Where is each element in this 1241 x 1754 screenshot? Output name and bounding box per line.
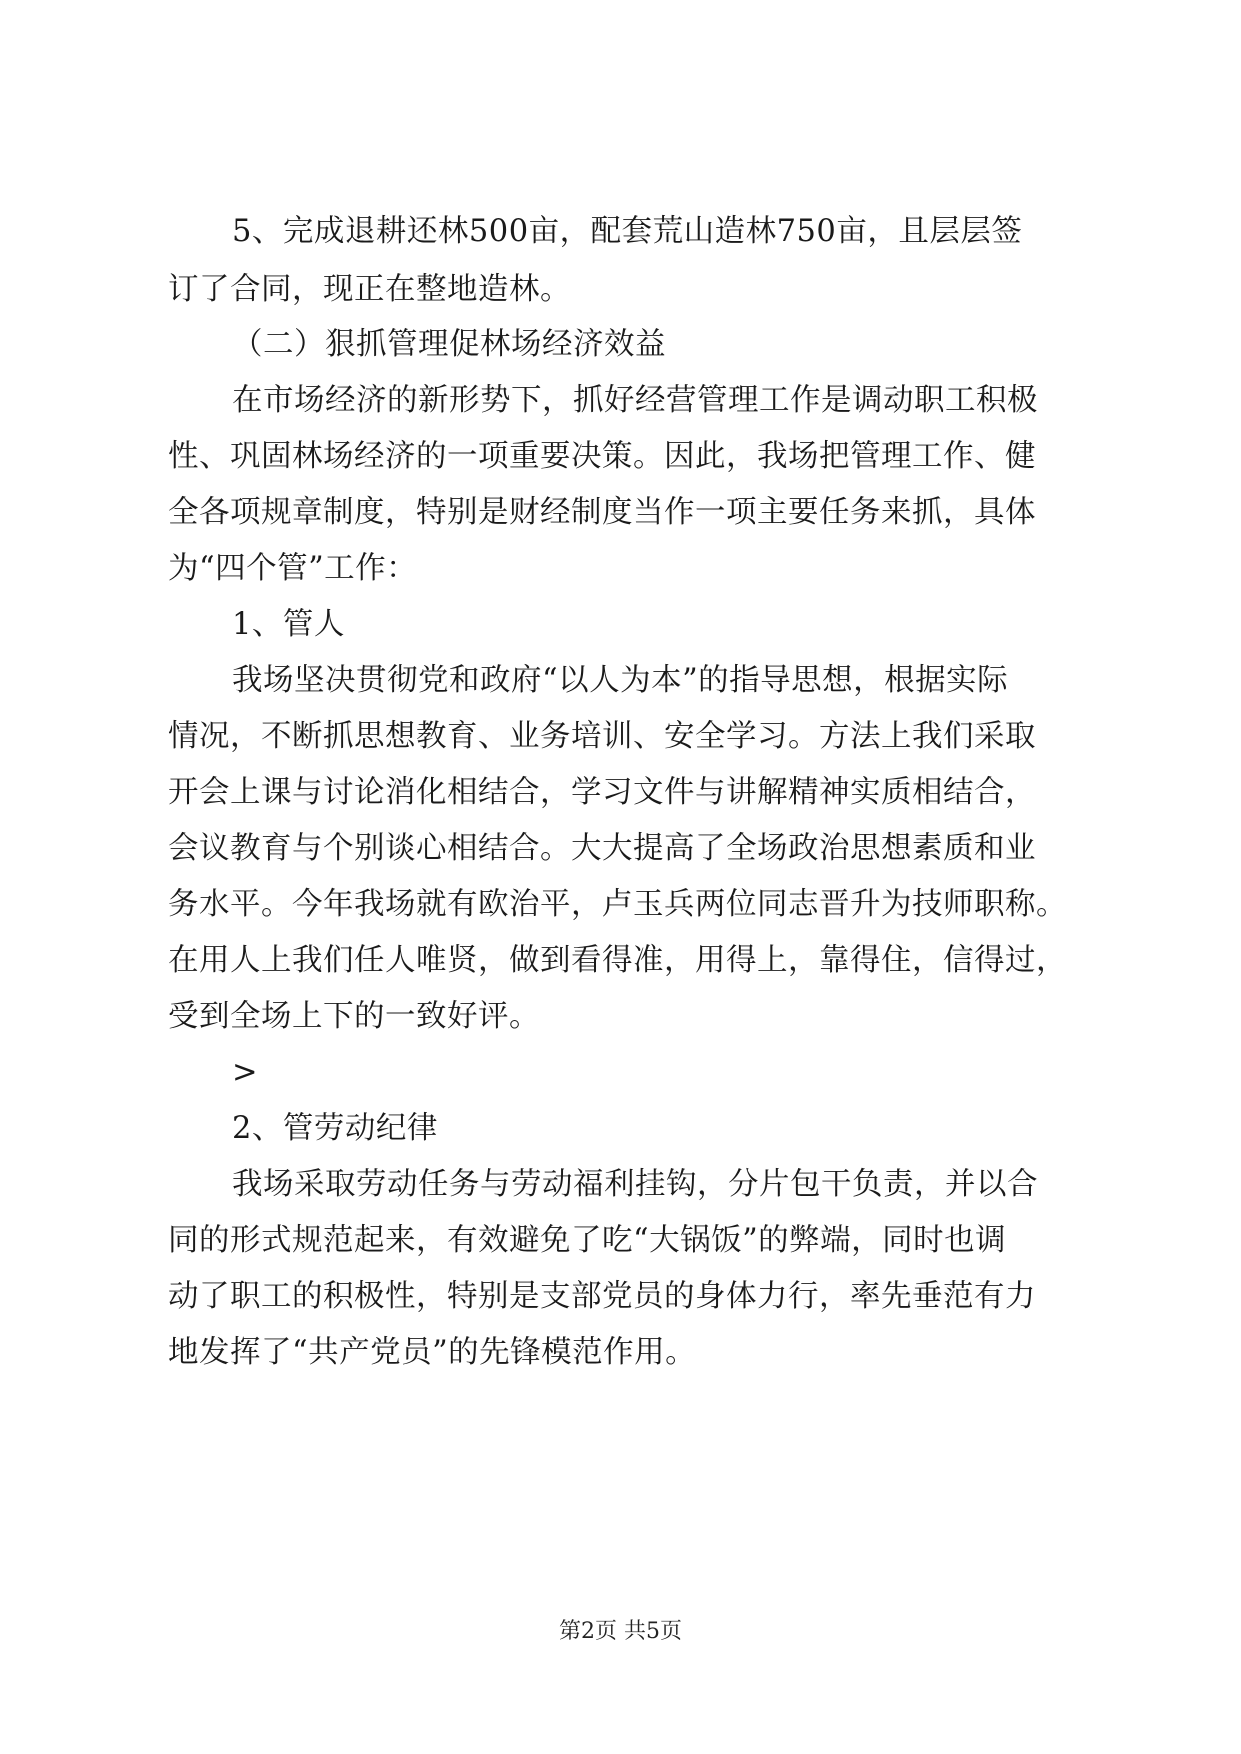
paragraph-line: 动了职工的积极性，特别是支部党员的身体力行，率先垂范有力 <box>168 1279 1036 1314</box>
page-footer: 第2页 共5页 <box>559 1619 682 1644</box>
paragraph-line: 为“四个管”工作： <box>168 551 418 586</box>
section-heading: （二）狠抓管理促林场经济效益 <box>232 327 666 362</box>
paragraph-line: 务水平。今年我场就有欧治平，卢玉兵两位同志晋升为技师职称。 <box>168 887 1067 922</box>
paragraph-line: 订了合同，现正在整地造林。 <box>168 272 571 307</box>
subsection-heading: 2、管劳动纪律 <box>232 1111 438 1146</box>
paragraph-line: 情况，不断抓思想教育、业务培训、安全学习。方法上我们采取 <box>168 719 1036 754</box>
stray-marker: > <box>232 1055 259 1090</box>
paragraph-line: 地发挥了“共产党员”的先锋模范作用。 <box>168 1335 697 1370</box>
paragraph-line: 我场坚决贯彻党和政府“以人为本”的指导思想，根据实际 <box>232 663 1009 698</box>
paragraph-line: 性、巩固林场经济的一项重要决策。因此，我场把管理工作、健 <box>168 439 1036 474</box>
paragraph-line: 同的形式规范起来，有效避免了吃“大锅饭”的弊端，同时也调 <box>168 1223 1007 1258</box>
paragraph-line: 受到全场上下的一致好评。 <box>168 999 540 1034</box>
paragraph-line: 5、完成退耕还林500亩，配套荒山造林750亩，且层层签 <box>232 214 1023 249</box>
paragraph-line: 开会上课与讨论消化相结合，学习文件与讲解精神实质相结合， <box>168 775 1036 810</box>
paragraph-line: 会议教育与个别谈心相结合。大大提高了全场政治思想素质和业 <box>168 831 1036 866</box>
paragraph-line: 在市场经济的新形势下，抓好经营管理工作是调动职工积极 <box>232 383 1038 418</box>
paragraph-line: 全各项规章制度，特别是财经制度当作一项主要任务来抓，具体 <box>168 495 1036 530</box>
subsection-heading: 1、管人 <box>232 607 345 642</box>
paragraph-line: 我场采取劳动任务与劳动福利挂钩，分片包干负责，并以合 <box>232 1167 1038 1202</box>
paragraph-line: 在用人上我们任人唯贤，做到看得准，用得上，靠得住，信得过， <box>168 943 1067 978</box>
